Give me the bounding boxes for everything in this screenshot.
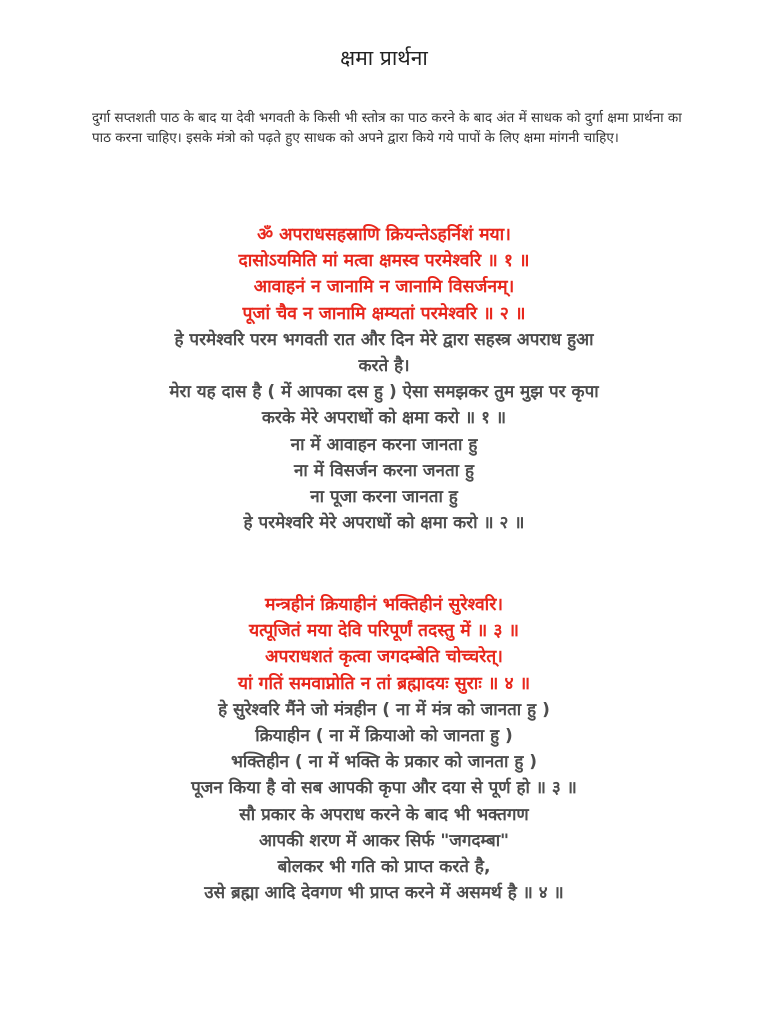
stanza-block-2 (80, 592, 688, 906)
page-title: क्षमा प्रार्थना (340, 46, 428, 70)
meaning-line: बोलकर भी गति को प्राप्त करते है, (277, 857, 491, 878)
meaning-line: करके मेरे अपराधों को क्षमा करो ॥ १ ॥ (261, 408, 507, 429)
meaning-line: हे परमेश्वरि परम भगवती रात और दिन मेरे द्वारा सहस्त्र अपराध हुआ (174, 329, 594, 350)
meaning-line: हे सुरेश्वरि मैंने जो मंत्रहीन ( ना में मंत्र को जानता हु ) (218, 699, 550, 720)
meaning-line: ना में विसर्जन करना जनता हु (293, 460, 474, 481)
meaning-line: भक्तिहीन ( ना में भक्ति के प्रकार को जानता हु ) (230, 752, 538, 773)
verse-line: दासोऽयमिति मां मत्वा क्षमस्व परमेश्वरि ॥ १ ॥ (238, 251, 530, 272)
verse-line: यां गतिं समवाप्नोति न तां ब्रह्मादयः सुराः ॥ ४ ॥ (237, 673, 531, 694)
intro-paragraph: दुर्गा सप्तशती पाठ के बाद या देवी भगवती के किसी भी स्तोत्र का पाठ करने के बाद अंत में साधक को दुर्गा क्षमा प्रार्थना का पाठ करना चाहिए। इसके मंत्रो को पढ़ते हुए साधक को अपने द्वारा किये गये पापों के लिए क्षमा मांगनी चाहिए। (92, 110, 682, 146)
verse-line: ॐ अपराधसहस्राणि क्रियन्तेऽहर्निशं मया। (257, 225, 511, 245)
meaning-line: करते है। (358, 356, 410, 377)
meaning-line: मेरा यह दास है ( में आपका दस हु ) ऐसा समझकर तुम मुझ पर कृपा (169, 382, 599, 403)
meaning-line: उसे ब्रह्मा आदि देवगण भी प्राप्त करने में असमर्थ है ॥ ४ ॥ (204, 883, 564, 904)
meaning-line: क्रियाहीन ( ना में क्रियाओ को जानता हु ) (255, 726, 513, 747)
meaning-line: ना में आवाहन करना जानता हु (290, 434, 478, 455)
meaning-line: आपकी शरण में आकर सिर्फ "जगदम्बा" (259, 830, 509, 851)
verse-line: पूजां चैव न जानामि क्षम्यतां परमेश्वरि ॥ २ ॥ (242, 303, 526, 324)
meaning-line: ना पूजा करना जानता हु (310, 487, 458, 508)
meaning-line: पूजन किया है वो सब आपकी कृपा और दया से पूर्ण हो ॥ ३ ॥ (191, 778, 577, 799)
stanza-block-1 (80, 222, 688, 536)
verse-line: अपराधशतं कृत्वा जगदम्बेति चोच्चरेत्। (265, 647, 503, 668)
meaning-line: सौ प्रकार के अपराध करने के बाद भी भक्तगण (239, 804, 529, 825)
verse-line: आवाहनं न जानामि न जानामि विसर्जनम्। (253, 277, 515, 298)
verse-line: यत्पूजितं मया देवि परिपूर्णं तदस्तु में ॥ ३ ॥ (248, 621, 520, 642)
meaning-line: हे परमेश्वरि मेरे अपराधों को क्षमा करो ॥ २ ॥ (243, 513, 525, 534)
verse-line: मन्त्रहीनं क्रियाहीनं भक्तिहीनं सुरेश्वरि। (264, 595, 504, 615)
